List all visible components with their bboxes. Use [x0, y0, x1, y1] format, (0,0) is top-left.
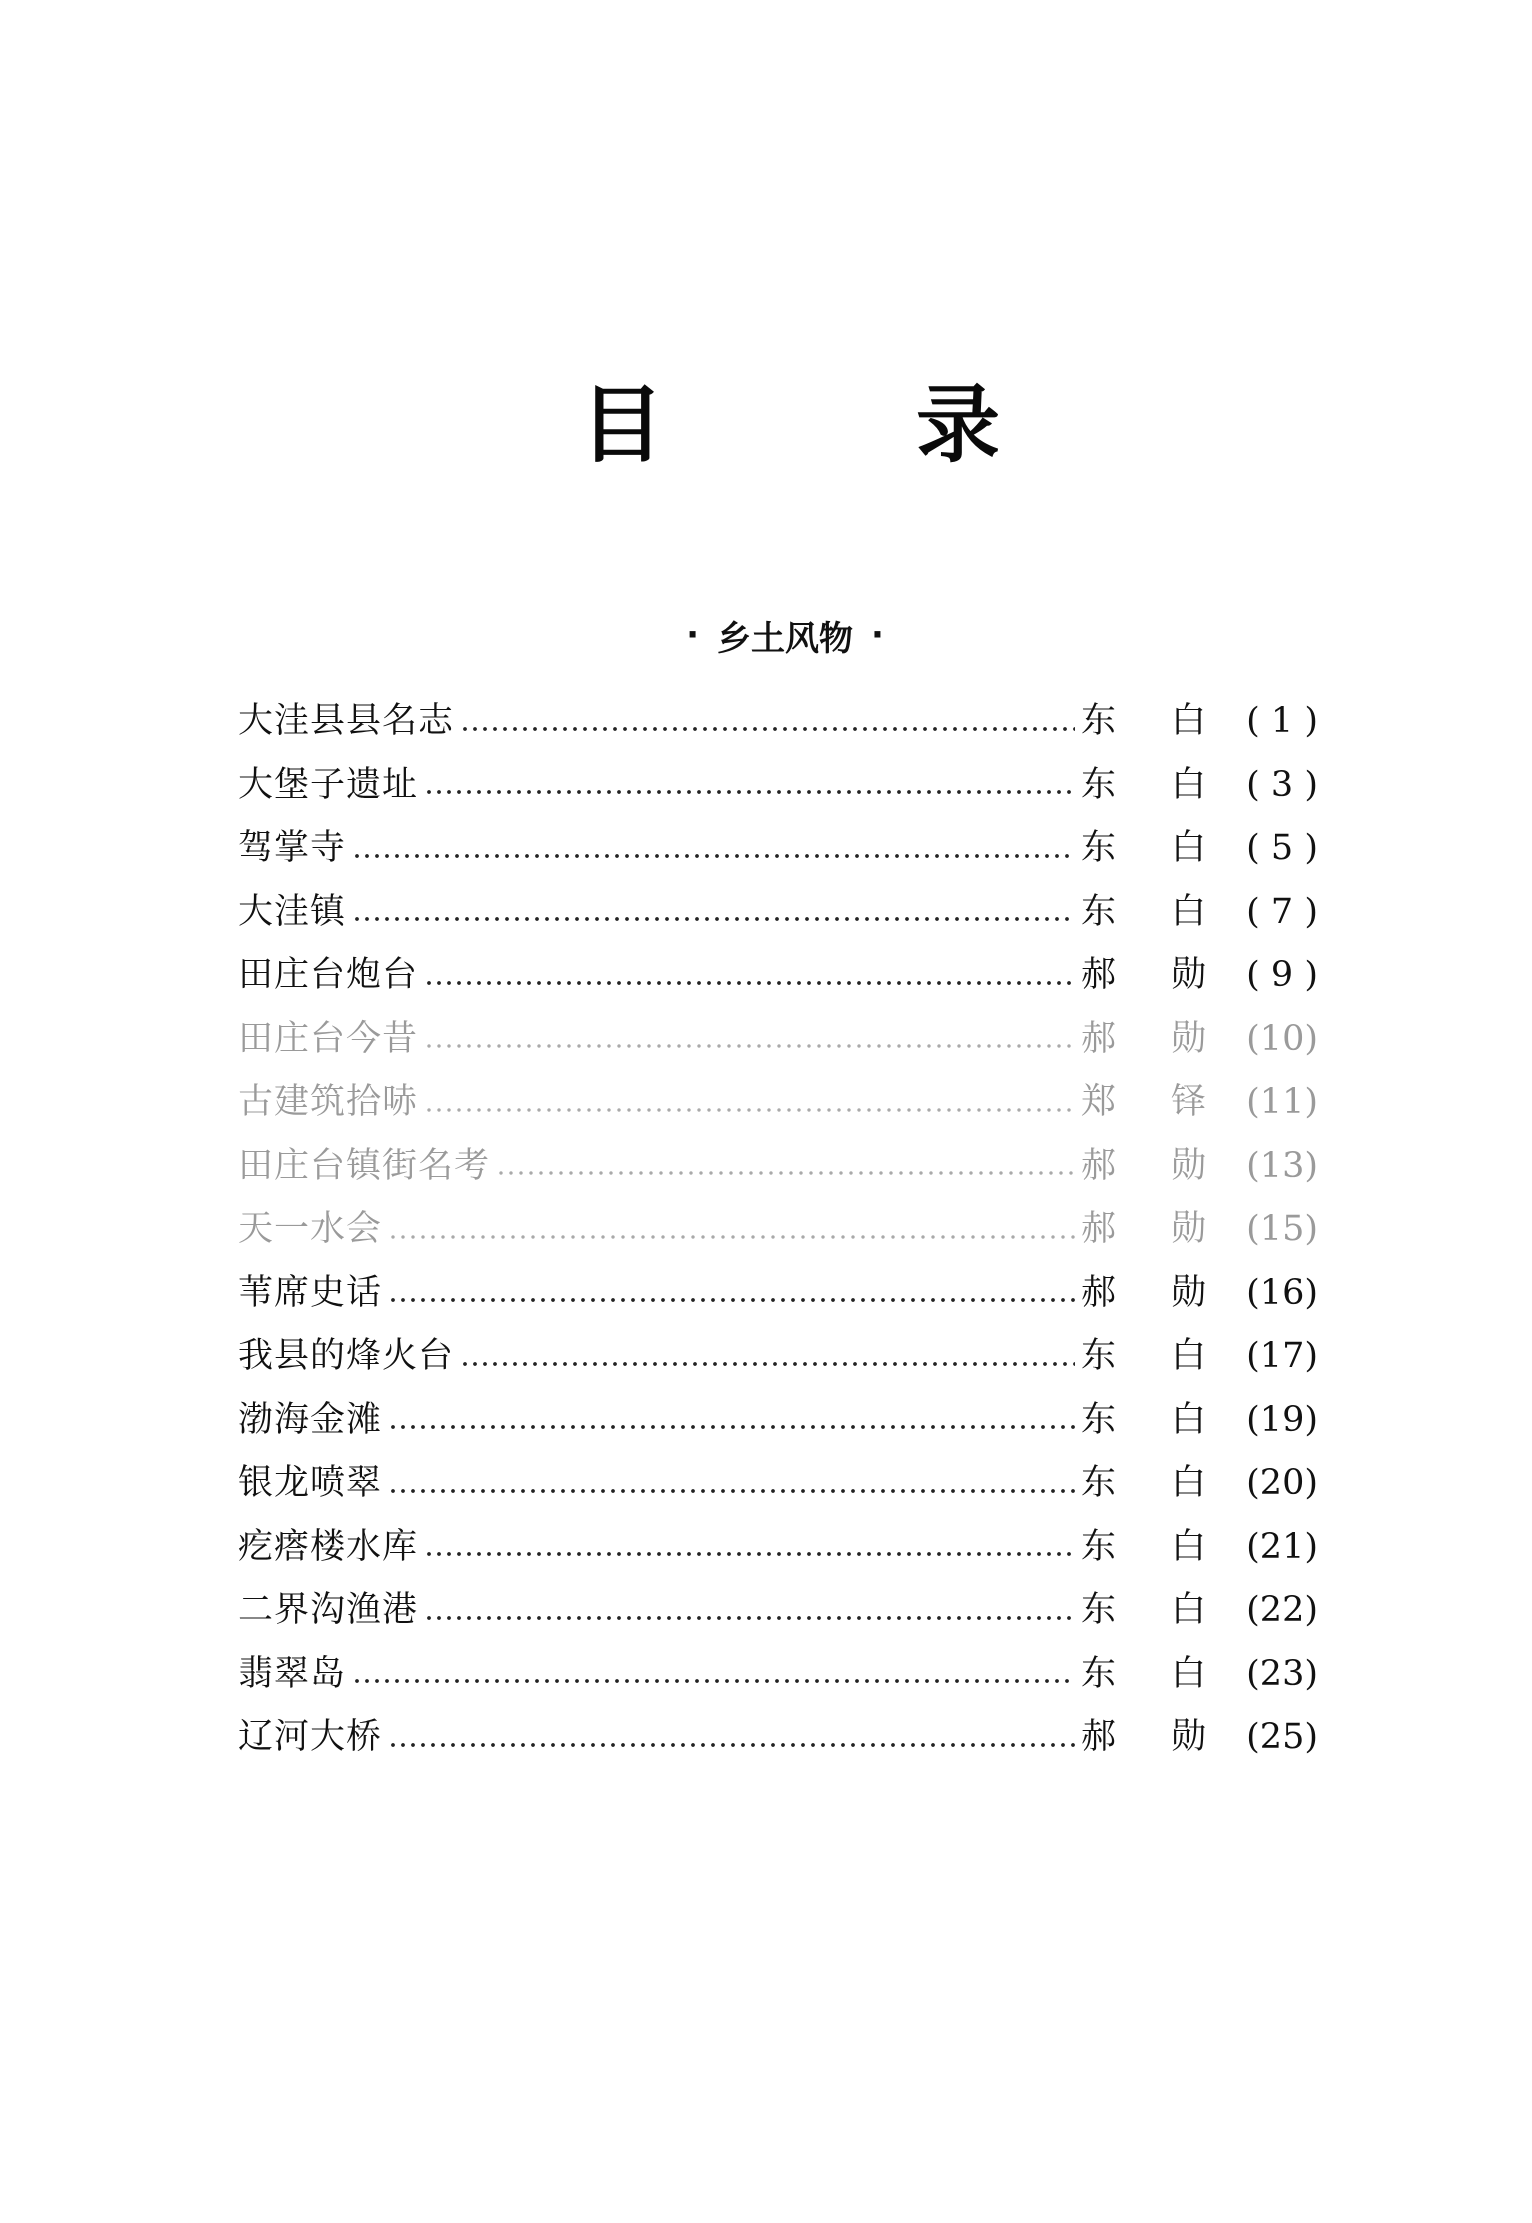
toc-entry-page: ( 5 ): [1246, 828, 1318, 869]
dot-leader: [352, 914, 1075, 924]
toc-entry-title: 田庄台炮台: [238, 955, 419, 996]
toc-entry-title: 二界沟渔港: [238, 1590, 419, 1631]
toc-entry[interactable]: [238, 1643, 1318, 1707]
toc-entry-author: 东 白: [1081, 828, 1206, 869]
toc-entry-author: 郝 勋: [1081, 1272, 1206, 1313]
dot-leader: [424, 978, 1075, 988]
dot-leader: [388, 1486, 1075, 1496]
dot-leader: [388, 1232, 1075, 1242]
dot-leader: [352, 851, 1075, 861]
toc-entry[interactable]: [238, 1516, 1318, 1580]
toc-entry-page: (16): [1246, 1272, 1318, 1313]
toc-entry[interactable]: [238, 690, 1318, 754]
toc-entry-author: 东 白: [1081, 1336, 1206, 1377]
page-title-char-1: 目: [580, 376, 665, 474]
toc-entry-title: 疙瘩楼水库: [238, 1526, 419, 1567]
dot-leader: [424, 1549, 1075, 1559]
dot-leader: [460, 724, 1075, 734]
toc-entry-title: 大洼镇: [238, 891, 347, 932]
toc-entry[interactable]: [238, 817, 1318, 881]
toc-entry-title: 大洼县县名志: [238, 701, 455, 742]
toc-entry-page: (22): [1246, 1590, 1318, 1631]
toc-entry-author: 郝 勋: [1081, 1209, 1206, 1250]
toc-list: [238, 690, 1318, 1770]
toc-entry-author: 东 白: [1081, 764, 1206, 805]
toc-entry-title: 苇席史话: [238, 1272, 383, 1313]
toc-entry-title: 古建筑拾哧: [238, 1082, 419, 1123]
toc-entry[interactable]: [238, 1325, 1318, 1389]
toc-entry-page: ( 7 ): [1246, 891, 1318, 932]
toc-entry-page: (15): [1246, 1209, 1318, 1250]
toc-entry-author: 东 白: [1081, 1463, 1206, 1504]
toc-entry-author: 东 白: [1081, 1653, 1206, 1694]
toc-entry[interactable]: [238, 1008, 1318, 1072]
toc-entry-author: 东 白: [1081, 1399, 1206, 1440]
toc-entry-page: (13): [1246, 1145, 1318, 1186]
section-label: 乡土风物: [717, 618, 853, 659]
toc-entry-title: 田庄台镇街名考: [238, 1145, 491, 1186]
toc-entry-page: ( 9 ): [1246, 955, 1318, 996]
toc-entry-title: 翡翠岛: [238, 1653, 347, 1694]
toc-entry-title: 天一水会: [238, 1209, 383, 1250]
toc-entry-title: 田庄台今昔: [238, 1018, 419, 1059]
section-heading: [650, 607, 920, 663]
page-title: [580, 370, 1000, 480]
toc-entry-page: (23): [1246, 1653, 1318, 1694]
dot-leader: [388, 1295, 1075, 1305]
dot-leader: [424, 1105, 1075, 1115]
toc-entry-author: 东 白: [1081, 1526, 1206, 1567]
toc-entry-page: (11): [1246, 1082, 1318, 1123]
toc-entry-title: 大堡子遗址: [238, 764, 419, 805]
toc-entry[interactable]: [238, 1135, 1318, 1199]
toc-entry-page: (20): [1246, 1463, 1318, 1504]
toc-entry-page: (21): [1246, 1526, 1318, 1567]
toc-entry[interactable]: [238, 881, 1318, 945]
dot-leader: [388, 1422, 1075, 1432]
toc-entry[interactable]: [238, 1071, 1318, 1135]
toc-entry-author: 东 白: [1081, 1590, 1206, 1631]
toc-entry-page: (17): [1246, 1336, 1318, 1377]
toc-entry[interactable]: [238, 1706, 1318, 1770]
toc-entry-author: 郝 勋: [1081, 1145, 1206, 1186]
toc-entry-page: ( 1 ): [1246, 701, 1318, 742]
section-bullet-right: ·: [871, 615, 884, 655]
toc-entry[interactable]: [238, 1452, 1318, 1516]
toc-entry-author: 东 白: [1081, 891, 1206, 932]
toc-entry[interactable]: [238, 944, 1318, 1008]
section-bullet-left: ·: [686, 615, 699, 655]
toc-entry[interactable]: [238, 754, 1318, 818]
toc-entry-title: 辽河大桥: [238, 1717, 383, 1758]
dot-leader: [424, 1041, 1075, 1051]
toc-entry-page: (19): [1246, 1399, 1318, 1440]
toc-entry-page: (10): [1246, 1018, 1318, 1059]
toc-entry-author: 郝 勋: [1081, 1018, 1206, 1059]
toc-entry-author: 东 白: [1081, 701, 1206, 742]
toc-entry-author: 郝 勋: [1081, 955, 1206, 996]
toc-entry[interactable]: [238, 1389, 1318, 1453]
toc-entry-author: 郑 铎: [1081, 1082, 1206, 1123]
dot-leader: [460, 1359, 1075, 1369]
toc-entry-title: 渤海金滩: [238, 1399, 383, 1440]
dot-leader: [424, 787, 1075, 797]
toc-entry-page: ( 3 ): [1246, 764, 1318, 805]
toc-entry[interactable]: [238, 1262, 1318, 1326]
toc-entry[interactable]: [238, 1579, 1318, 1643]
dot-leader: [388, 1740, 1075, 1750]
page-title-char-2: 录: [915, 376, 1000, 474]
toc-entry-author: 郝 勋: [1081, 1717, 1206, 1758]
toc-entry-title: 银龙喷翠: [238, 1463, 383, 1504]
toc-entry-page: (25): [1246, 1717, 1318, 1758]
toc-entry-title: 驾掌寺: [238, 828, 347, 869]
toc-entry[interactable]: [238, 1198, 1318, 1262]
dot-leader: [352, 1676, 1075, 1686]
dot-leader: [424, 1613, 1075, 1623]
dot-leader: [496, 1168, 1075, 1178]
toc-entry-title: 我县的烽火台: [238, 1336, 455, 1377]
